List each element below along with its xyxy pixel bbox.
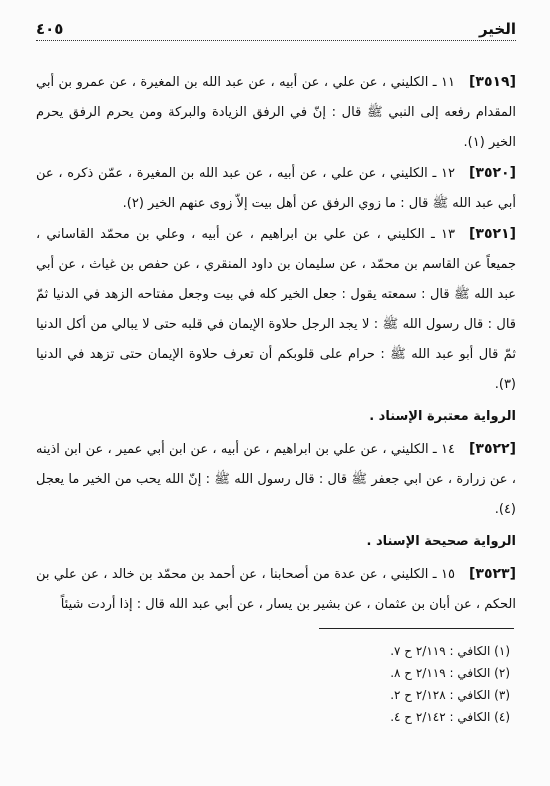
hadith-text: ١٣ ـ الكليني ، عن علي بن ابراهيم ، عن أبيه ، وعلي بن محمّد القاساني ، جميعاً عن القاسم بن محمّد ، عن سليمان بن داود المنقري ، عن حفص بن غياث ، عن أبي عبد الله ﷺ قال : سمعته يقول : جعل الخير كله في بيت وجعل مفتاحه الزهد في الدنيا ثمّ قال : قال رسول الله ﷺ : لا يجد الرجل حلاوة الإيمان في قلبه حتى لا يبالي من أكل الدنيا ثمّ قال أبو عبد الله ﷺ : حرام على قلوبكم أن تعرف حلاوة الإيمان حتى تزهد في الدنيا (٣). xyxy=(36,227,516,392)
hadith-text: ١٢ ـ الكليني ، عن علي ، عن أبيه ، عن عبد الله بن المغيرة ، عمّن ذكره ، عن أبي عبد الله ﷺ قال : ما زوي الرفق عن أهل بيت إلاّ زوى عنهم الخير (٢). xyxy=(36,166,516,211)
hadith-paragraph xyxy=(36,434,516,525)
hadith-paragraph xyxy=(36,559,516,620)
hadith-paragraph xyxy=(36,158,516,219)
footnotes xyxy=(210,640,510,728)
hadith-paragraph xyxy=(36,219,516,400)
hadith-number: [٣٥١٩] xyxy=(469,74,516,90)
chain-grading-note: الرواية صحيحة الإسناد . xyxy=(366,534,516,549)
hadith-text: ١٥ ـ الكليني ، عن عدة من أصحابنا ، عن أحمد بن محمّد بن خالد ، عن علي بن الحكم ، عن أبان بن عثمان ، عن بشير بن يسار ، عن أبي عبد الله قال : إذا أردت شيئاً xyxy=(36,567,516,612)
footnote: (١) الكافي : ٢/١١٩ ح ٧. xyxy=(390,644,510,658)
chain-grading-note: الرواية معتبرة الإسناد . xyxy=(369,409,516,424)
running-title: الخير xyxy=(478,20,516,38)
hadith-number: [٣٥٢٣] xyxy=(469,566,516,582)
footnote: (٤) الكافي : ٢/١٤٢ ح ٤. xyxy=(390,710,510,724)
page-number: ٤٠٥ xyxy=(36,20,64,38)
footnote-separator xyxy=(319,628,514,629)
hadith-number: [٣٥٢١] xyxy=(469,226,516,242)
footnote: (٣) الكافي : ٢/١٢٨ ح ٢. xyxy=(390,688,510,702)
hadith-paragraph xyxy=(36,67,516,158)
hadith-text: ١١ ـ الكليني ، عن علي ، عن أبيه ، عن عبد الله بن المغيرة ، عن عمرو بن أبي المقدام رفعه إلى النبي ﷺ قال : إنّ في الرفق الزيادة والبركة ومن يحرم الرفق يحرم الخير (١). xyxy=(36,75,516,150)
hadith-text: ١٤ ـ الكليني ، عن علي بن ابراهيم ، عن أبيه ، عن ابن أبي عمير ، عن ابن اذينه ، عن زرارة ، عن ابي جعفر ﷺ قال : قال رسول الله ﷺ : إنّ الله يحب من الخير ما يعجل (٤). xyxy=(36,442,516,517)
running-head xyxy=(36,20,516,41)
hadith-number: [٣٥٢٠] xyxy=(469,165,516,181)
hadith-number: [٣٥٢٢] xyxy=(469,441,516,457)
footnote: (٢) الكافي : ٢/١١٩ ح ٨. xyxy=(390,666,510,680)
page xyxy=(36,20,516,620)
